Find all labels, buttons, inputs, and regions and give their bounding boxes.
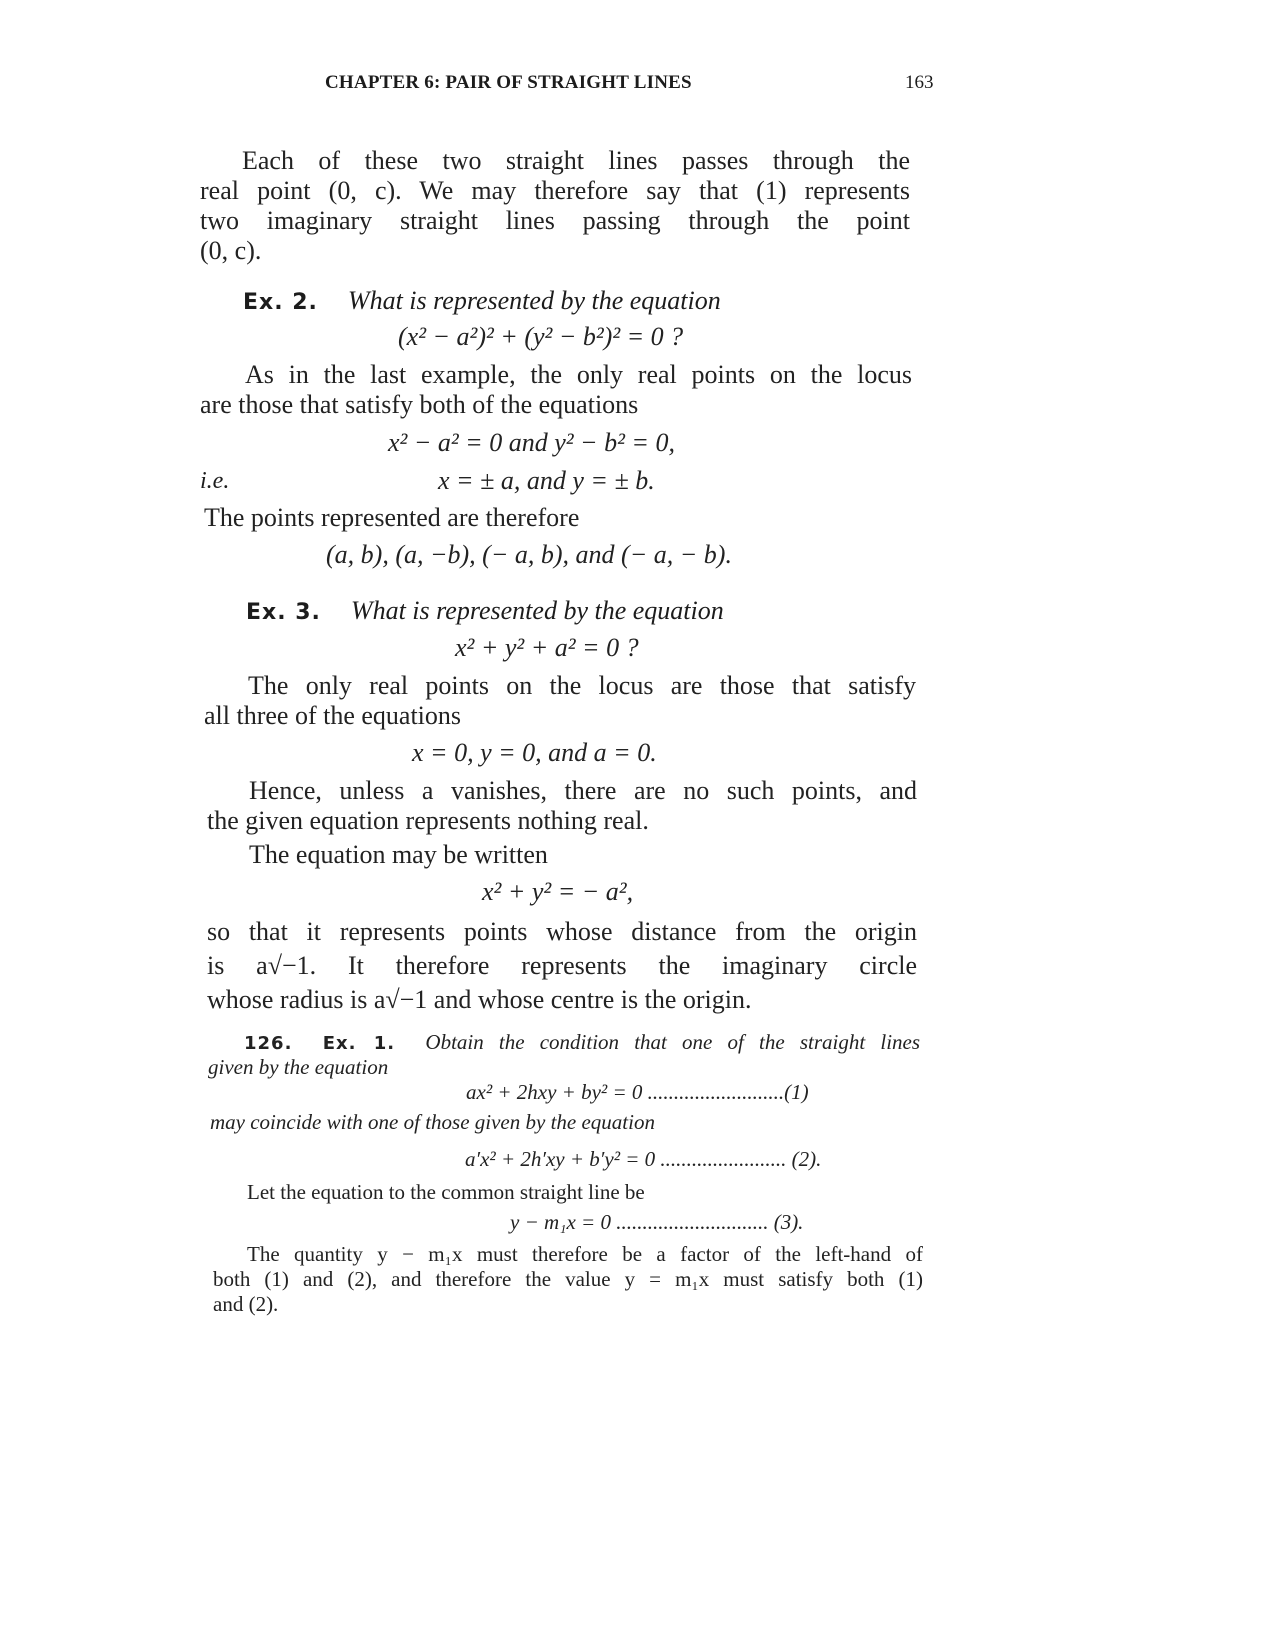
ex3-three-equations: x = 0, y = 0, and a = 0. [412,738,657,767]
text-line: all three of the equations [204,701,462,730]
ie-label: i.e. [200,468,230,494]
text-line: Each of these two straight lines passes through the [242,146,910,175]
s126-first-line [208,1030,920,1055]
ex3-paragraph-2 [207,776,917,836]
ex2-heading [243,286,721,316]
ex3-equation: x² + y² + a² = 0 ? [455,633,639,662]
running-header: CHAPTER 6: PAIR OF STRAIGHT LINES [325,72,692,93]
text-line: may coincide with one of those given by the equation [210,1110,655,1134]
text-line: The points represented are therefore [204,503,580,532]
text-line: (0, c). [200,236,262,265]
text-line: the given equation represents nothing real. [207,806,649,835]
ex3-heading [246,596,724,626]
intro-paragraph [200,146,910,266]
text-line: The only real points on the locus are those that satisfy [248,671,916,700]
ex3-written-line [249,840,849,870]
ex2-equation: (x² − a²)² + (y² − b²)² = 0 ? [398,322,684,351]
s126-equation-3: y − m₁x = 0 ............................. (3). [510,1210,804,1234]
ex2-ie-equations: x = ± a, and y = ± b. [438,466,655,495]
text-line: Obtain the condition that one of the straight lines [425,1030,921,1054]
ex3-question: What is represented by the equation [350,596,724,625]
text-line: so that it represents points whose distance from the origin [207,917,917,946]
s126-paragraph-1 [208,1030,920,1080]
ex2-question: What is represented by the equation [347,286,721,315]
text-line: is a√−1. It therefore represents the imaginary circle [207,951,917,980]
text-line: real point (0, c). We may therefore say that (1) represents [200,176,910,205]
s126-let-line [247,1180,907,1205]
ex2-both-equations: x² − a² = 0 and y² − b² = 0, [388,428,675,457]
text-line: The quantity y − m₁x must therefore be a factor of the left-hand of [247,1242,923,1266]
text-line: given by the equation [208,1055,389,1079]
s126-equation-2: a′x² + 2h′xy + b′y² = 0 ........................ (2). [465,1147,822,1171]
text-line: Hence, unless a vanishes, there are no such points, and [249,776,917,805]
text-line: As in the last example, the only real points on the locus [245,360,912,389]
s126-equation-1: ax² + 2hxy + by² = 0 ..........................(1) [466,1080,809,1104]
ex2-points: (a, b), (a, −b), (− a, b), and (− a, − b). [326,540,732,569]
text-line: two imaginary straight lines passing through the point [200,206,910,235]
page-number: 163 [905,72,934,93]
ex3-written-equation: x² + y² = − a², [482,877,634,906]
text-line: whose radius is a√−1 and whose centre is the origin. [207,985,752,1014]
s126-label: Ex. 1. [322,1033,396,1054]
text-line: are those that satisfy both of the equations [200,390,639,419]
text-line: The equation may be written [249,840,548,869]
ex2-paragraph [200,360,912,420]
section-number: 126. [244,1033,293,1054]
text-line: Let the equation to the common straight line be [247,1180,645,1204]
text-line: and (2). [213,1292,279,1316]
ex2-label: Ex. 2. [243,290,318,315]
ex3-paragraph-3 [207,915,917,1017]
text-line-wrap [208,1055,920,1080]
s126-mid-line [210,1110,910,1135]
ex3-paragraph-1 [204,671,916,731]
ex2-points-line [204,503,904,533]
text-line: both (1) and (2), and therefore the value y = m₁x must satisfy both (1) [213,1267,923,1291]
ex3-label: Ex. 3. [246,600,321,625]
s126-paragraph-2 [213,1242,923,1317]
